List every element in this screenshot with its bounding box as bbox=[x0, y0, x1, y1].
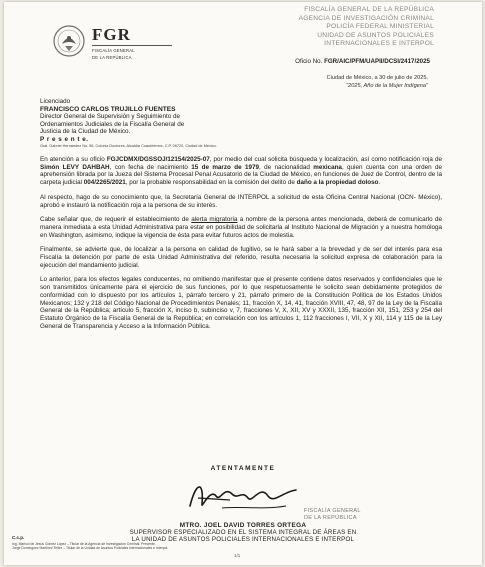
text-span: Cabe señalar que, de requerir el establecimiento de bbox=[40, 216, 192, 224]
office-reference: FGJCDMX/DGSSOJ/12154/2025-07 bbox=[106, 156, 210, 163]
birth-date: 15 de marzo de 1979 bbox=[191, 163, 259, 171]
text-span: En atención a su oficio bbox=[40, 156, 107, 163]
date-block bbox=[168, 75, 428, 90]
addressee-title-line: Director General de Supervisión y Seguimiento de bbox=[40, 113, 181, 121]
text-span: , con fecha de nacimiento bbox=[109, 163, 192, 171]
page-number: 1/1 bbox=[234, 553, 241, 558]
agency-heading bbox=[224, 6, 434, 49]
ccp-line: Jorge Dominguez Martínez Tellez – Titular de la Unidad de Asuntos Policiales Internacionales e Interpol. bbox=[12, 546, 169, 551]
text-span: . bbox=[378, 179, 381, 187]
migration-alert-term: alerta migratoria bbox=[191, 216, 238, 224]
paragraph-fugitive: Finalmente, se advierte que, de localizar a la persona en calidad de fugitivo, se le hará saber a la brevedad y de ser del interés para esa Fiscalía la detención por parte de esta Unidad Administrativa del referido, resulta necesaria la solicitud expresa de colaboración para la ejecución del mandamiento judicial. bbox=[40, 246, 442, 269]
ccp-label: C.c.p. bbox=[12, 535, 25, 540]
signer-block bbox=[4, 522, 482, 544]
paragraph-legal: Lo anterior, para los efectos legales conducentes, no omitiendo manifestar que el presente contiene datos reservados y confidenciales que le son transmitidos únicamente para el ejercicio de sus funciones, por lo que respetuosamente le solicito sean debidamente protegidos de conformidad con lo dispuesto por los artículos 1, párrafo tercero y 21, párrafo primero de la Constitución Política de los Estados Unidos Mexicanos; 132 y 218 del Código Nacional de Procedimientos Penales; 11, fracción X, 14, 41, fracción XVIII, 47, 48, 97 de la Ley de la Fiscalía General de la República; artículo 5, fracción X, inciso b, subinciso v, 7, fracciones V, X, XII, XV y XXXII, 135, fracción XII, 151, 253 y 254 del Estatuto Orgánico de la Fiscalía General de la República; en correlación con los artículos 1, 112 fracciones I, VII, X y XII, 114 y 115 de la Ley General de Transparencia y Acceso a la Información Pública. bbox=[40, 276, 442, 330]
text-span: , de nacionalidad bbox=[258, 163, 314, 171]
handwritten-signature bbox=[182, 476, 302, 514]
agency-line: FISCALÍA GENERAL DE LA REPÚBLICA bbox=[304, 6, 434, 13]
presente-label: P r e s e n t e. bbox=[40, 135, 89, 143]
agency-line: POLICÍA FEDERAL MINISTERIAL bbox=[326, 23, 434, 31]
text-span: , quien cuenta con una orden de aprehensión librada por la Jueza del Sistema Procesal Penal Acusatorio de la Ciudad de México, en funciones de Juez de Control, dentro de la carpeta judicial bbox=[40, 163, 442, 187]
slogan-text: "2025, Año de la Mujer Indígena" bbox=[346, 82, 428, 89]
fgr-logo: FGR bbox=[92, 26, 172, 46]
person-name: Simón LEVY DAHBAH bbox=[40, 163, 110, 171]
paragraph-interpol: Al respecto, hago de su conocimiento que, la Secretaría General de INTERPOL a solicitud de esta Oficina Central Nacional (OCN- México), aprobó e instauró la notificación roja a la persona de su interés. bbox=[40, 193, 442, 209]
addressee-name: FRANCISCO CARLOS TRUJILLO FUENTES bbox=[40, 105, 176, 113]
text-span: , por la probable responsabilidad en la comisión del delito de bbox=[125, 179, 297, 187]
fgr-sub-line-2: DE LA REPÚBLICA bbox=[92, 55, 132, 60]
office-number bbox=[170, 58, 430, 65]
official-stamp bbox=[304, 508, 392, 522]
crime-description: daño a la propiedad doloso bbox=[296, 179, 379, 187]
agency-line: AGENCIA DE INVESTIGACIÓN CRIMINAL bbox=[298, 14, 434, 22]
paragraph-migration bbox=[40, 216, 442, 239]
addressee-block bbox=[40, 98, 280, 149]
signer-name: MTRO. JOEL DAVID TORRES ORTEGA bbox=[179, 522, 307, 529]
addressee-title-line: Ordenamientos Judiciales de la Fiscalía General de bbox=[40, 120, 185, 128]
ccp-list bbox=[12, 542, 272, 551]
text-span: a nombre de la persona antes mencionada, deberá de comunicarlo de manera inmediata a esta Unidad Administrativa para estar en posibilidad de solicitarla al Instituto Nacional de Migración y a nuestra homóloga en Washington, asimismo, indique la vigencia de ésta para evitar futuros actos de molestia. bbox=[40, 216, 443, 239]
case-number: 004/2265/2021 bbox=[83, 179, 126, 187]
text-span: , por medio del cual solicita búsqueda y localización, así como notificación roja de bbox=[209, 156, 442, 163]
atentamente-label: ATENTAMENTE bbox=[210, 465, 276, 472]
letter-body bbox=[40, 156, 442, 337]
agency-line: INTERNACIONALES E INTERPOL bbox=[324, 40, 434, 48]
fgr-logo-block bbox=[92, 26, 172, 60]
national-seal-icon bbox=[52, 24, 86, 60]
fgr-sub-line-1: FISCALÍA GENERAL bbox=[92, 48, 135, 53]
paragraph-request bbox=[40, 156, 442, 187]
office-number-value: FGR/AIC/PFM/UAPII/DCSI/2417/2025 bbox=[324, 58, 430, 65]
nationality: mexicana bbox=[313, 163, 342, 171]
addressee-title-line: Justicia de la Ciudad de México. bbox=[40, 128, 131, 136]
signer-title-line: LA UNIDAD DE ASUNTOS POLICIALES INTERNACIONALES E INTERPOL bbox=[131, 536, 355, 544]
stamp-line: FISCALÍA GENERAL bbox=[304, 508, 361, 514]
signer-title-line: SUPERVISOR ESPECIALIZADO EN EL SISTEMA INTEGRAL DE ÁREAS EN bbox=[129, 529, 357, 536]
document-page bbox=[4, 2, 482, 565]
ccp-line: Ing. Marisol de Jesús Gómez López – Titular de la Agencia de Investigación Criminal. Presente. bbox=[12, 542, 156, 546]
addressee-address: Gral. Gabriel Hernández No. 56, Colonia Doctores, Alcaldía Cuauhtémoc, C.P. 06720, Ciudad de México. bbox=[40, 143, 217, 148]
date-text: Ciudad de México, a 30 de julio de 2025. bbox=[326, 75, 428, 81]
agency-line: UNIDAD DE ASUNTOS POLICIALES bbox=[317, 31, 434, 39]
office-number-label: Oficio No. bbox=[295, 58, 323, 65]
stamp-line: DE LA REPÚBLICA bbox=[304, 515, 357, 521]
addressee-salutation: Licenciado bbox=[40, 98, 71, 105]
